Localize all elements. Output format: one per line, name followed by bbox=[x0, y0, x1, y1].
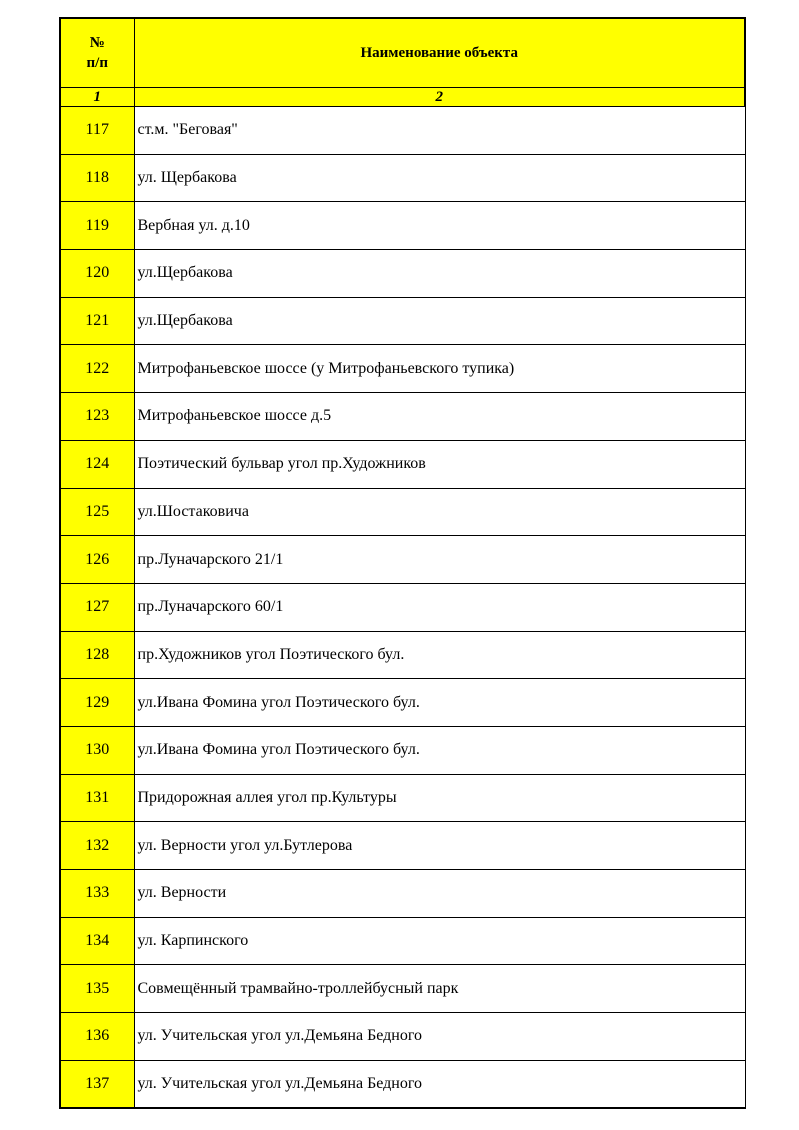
object-name: Поэтический бульвар угол пр.Художников bbox=[134, 440, 745, 488]
row-number: 117 bbox=[60, 107, 134, 155]
table-row bbox=[60, 1060, 745, 1108]
object-name: ул. Карпинского bbox=[134, 917, 745, 965]
object-name: Вербная ул. д.10 bbox=[134, 202, 745, 250]
row-number: 121 bbox=[60, 297, 134, 345]
table-header-row bbox=[60, 18, 745, 88]
table-row bbox=[60, 870, 745, 918]
table-row bbox=[60, 345, 745, 393]
row-number: 131 bbox=[60, 774, 134, 822]
row-number: 119 bbox=[60, 202, 134, 250]
table-row bbox=[60, 250, 745, 298]
object-name: Совмещённый трамвайно-троллейбусный парк bbox=[134, 965, 745, 1013]
object-name: пр.Луначарского 60/1 bbox=[134, 583, 745, 631]
table-row bbox=[60, 774, 745, 822]
object-name: Митрофаньевское шоссе д.5 bbox=[134, 393, 745, 441]
row-number: 130 bbox=[60, 726, 134, 774]
object-name: пр.Луначарского 21/1 bbox=[134, 536, 745, 584]
number-header-symbol: № bbox=[89, 35, 105, 51]
table-row bbox=[60, 679, 745, 727]
row-number: 118 bbox=[60, 154, 134, 202]
row-number: 135 bbox=[60, 965, 134, 1013]
table-row bbox=[60, 1013, 745, 1061]
object-name: ул.Щербакова bbox=[134, 297, 745, 345]
name-column-header: Наименование объекта bbox=[134, 18, 745, 88]
column-index-row bbox=[60, 88, 745, 107]
table-row bbox=[60, 202, 745, 250]
table-row bbox=[60, 393, 745, 441]
row-number: 125 bbox=[60, 488, 134, 536]
object-name: ст.м. "Беговая" bbox=[134, 107, 745, 155]
row-number: 136 bbox=[60, 1013, 134, 1061]
object-name: ул. Верности угол ул.Бутлерова bbox=[134, 822, 745, 870]
row-number: 128 bbox=[60, 631, 134, 679]
table-row bbox=[60, 536, 745, 584]
table-row bbox=[60, 583, 745, 631]
object-name: ул. Щербакова bbox=[134, 154, 745, 202]
object-name: ул.Ивана Фомина угол Поэтического бул. bbox=[134, 679, 745, 727]
table-row bbox=[60, 917, 745, 965]
object-name: ул.Щербакова bbox=[134, 250, 745, 298]
row-number: 124 bbox=[60, 440, 134, 488]
column-index-1: 1 bbox=[60, 88, 134, 107]
row-number: 120 bbox=[60, 250, 134, 298]
table-row bbox=[60, 154, 745, 202]
table-row bbox=[60, 297, 745, 345]
row-number: 134 bbox=[60, 917, 134, 965]
table-row bbox=[60, 726, 745, 774]
table-row bbox=[60, 107, 745, 155]
object-name: пр.Художников угол Поэтического бул. bbox=[134, 631, 745, 679]
objects-table bbox=[59, 17, 746, 1109]
object-name: ул.Ивана Фомина угол Поэтического бул. bbox=[134, 726, 745, 774]
number-column-header bbox=[60, 18, 134, 88]
object-name: Придорожная аллея угол пр.Культуры bbox=[134, 774, 745, 822]
row-number: 126 bbox=[60, 536, 134, 584]
row-number: 132 bbox=[60, 822, 134, 870]
table-row bbox=[60, 965, 745, 1013]
table-row bbox=[60, 488, 745, 536]
object-name: ул. Учительская угол ул.Демьяна Бедного bbox=[134, 1060, 745, 1108]
row-number: 123 bbox=[60, 393, 134, 441]
row-number: 129 bbox=[60, 679, 134, 727]
row-number: 127 bbox=[60, 583, 134, 631]
object-name: Митрофаньевское шоссе (у Митрофаньевского тупика) bbox=[134, 345, 745, 393]
row-number: 137 bbox=[60, 1060, 134, 1108]
table-row bbox=[60, 440, 745, 488]
table-row bbox=[60, 822, 745, 870]
object-name: ул. Учительская угол ул.Демьяна Бедного bbox=[134, 1013, 745, 1061]
table-row bbox=[60, 631, 745, 679]
row-number: 122 bbox=[60, 345, 134, 393]
object-name: ул. Верности bbox=[134, 870, 745, 918]
column-index-2: 2 bbox=[134, 88, 745, 107]
number-header-abbrev: п/п bbox=[86, 55, 108, 71]
object-name: ул.Шостаковича bbox=[134, 488, 745, 536]
row-number: 133 bbox=[60, 870, 134, 918]
